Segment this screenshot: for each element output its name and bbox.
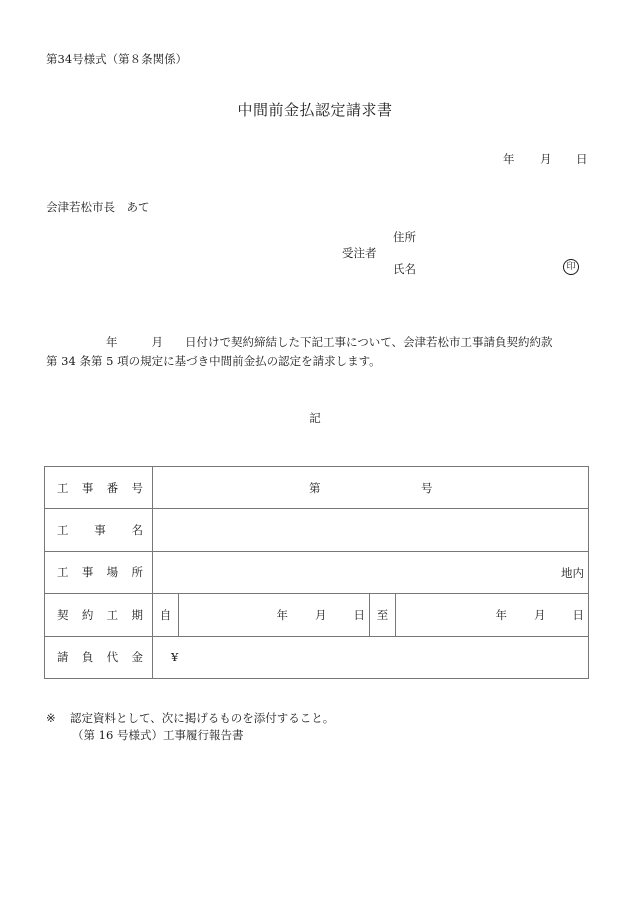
contractor-address-label: 住所: [393, 230, 416, 244]
period-from-label: 自: [153, 594, 179, 636]
form-number: 第34号様式（第８条関係）: [46, 52, 188, 66]
ki-heading: 記: [309, 411, 321, 425]
contract-amount-field[interactable]: [153, 636, 589, 678]
row-label-contract-period: 契 約 工 期: [45, 594, 153, 636]
note-text: 認定資料として、次に掲げるものを添付すること。: [70, 711, 335, 725]
table-row-contract-period: [45, 594, 589, 636]
attachment-note: [46, 710, 334, 726]
addressee: 会津若松市長 あて: [46, 200, 150, 214]
period-to-label: 至: [370, 594, 396, 636]
row-label-construction-location: 工 事 場 所: [45, 551, 153, 593]
yen-sign: ¥: [171, 649, 179, 664]
statement-rest: 日付けで契約締結した下記工事について、会津若松市工事請負契約約款: [185, 335, 553, 349]
row-label-contract-amount: 請 負 代 金: [45, 636, 153, 678]
contractor-role-label: 受注者: [342, 246, 377, 260]
construction-location-field[interactable]: [153, 551, 589, 593]
number-dai: 第: [309, 481, 321, 496]
seal-icon: 印: [563, 259, 579, 275]
statement-year: 年: [106, 335, 118, 349]
row-label-construction-number: 工 事 番 号: [45, 467, 153, 509]
table-row-construction-location: [45, 551, 589, 593]
construction-info-table: [44, 466, 589, 679]
attachment-item: （第 16 号様式）工事履行報告書: [72, 728, 244, 742]
document-title: 中間前金払認定請求書: [237, 101, 393, 119]
date-year-label: 年: [503, 152, 515, 166]
construction-name-field[interactable]: [153, 509, 589, 551]
note-mark: ※: [46, 711, 56, 725]
request-statement-line-2: 第 34 条第 5 項の規定に基づき中間前金払の認定を請求します。: [46, 354, 381, 368]
request-statement-line-1: [46, 333, 553, 352]
statement-month: 月: [151, 335, 163, 349]
row-label-construction-name: 工 事 名: [45, 509, 153, 551]
period-from-date-field[interactable]: 年 月 日: [179, 594, 370, 636]
table-row-construction-number: [45, 467, 589, 509]
table-row-construction-name: [45, 509, 589, 551]
table-row-contract-amount: [45, 636, 589, 678]
date-month-label: 月: [540, 152, 552, 166]
location-suffix: 地内: [561, 565, 584, 580]
request-statement: [46, 333, 553, 371]
number-go: 号: [421, 481, 433, 496]
contractor-name-label: 氏名: [393, 262, 416, 276]
construction-number-field[interactable]: [153, 467, 589, 509]
date-day-label: 日: [576, 152, 588, 166]
period-to-date-field[interactable]: 年 月 日: [396, 594, 589, 636]
